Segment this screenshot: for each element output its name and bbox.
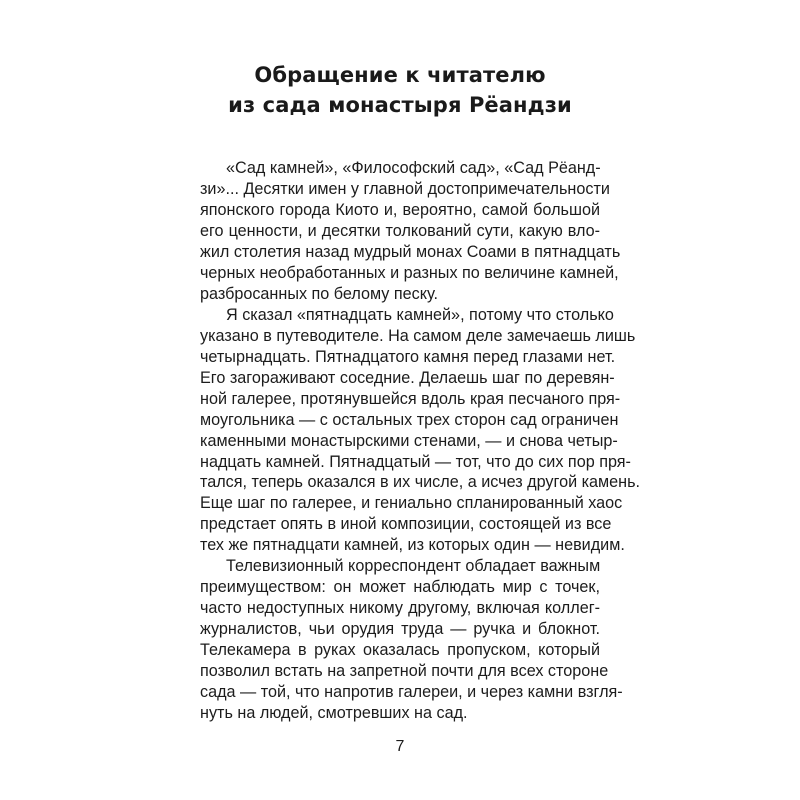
text-line: черных необработанных и разных по величине камней, [200, 263, 619, 282]
text-line: четырнадцать. Пятнадцатого камня перед глазами нет. [200, 347, 616, 366]
text-line: японского города Киото и, вероятно, самой большой [200, 200, 600, 219]
text-line: Его загораживают соседние. Делаешь шаг по деревян- [200, 368, 615, 387]
text-line: моугольника — с остальных трех сторон сад ограничен [200, 410, 619, 429]
text-line: его ценности, и десятки толкований сути, какую вло- [200, 221, 600, 240]
text-line: ной галерее, протянувшейся вдоль края песчаного пря- [200, 389, 621, 408]
text-line: тался, теперь оказался в их числе, а исчез другой камень. [200, 473, 641, 492]
text-line: разбросанных по белому песку. [200, 284, 438, 303]
text-line: зи»... Десятки имен у главной достопримечательности [200, 180, 610, 198]
text-line: Телекамера в руках оказалась пропуском, который [200, 641, 600, 660]
text-line: позволил встать на запретной почти для всех стороне [200, 662, 609, 681]
page-number: 7 [395, 738, 405, 755]
text-line: тех же пятнадцати камней, из которых один — невидим. [200, 536, 625, 555]
chapter-title-line-1: Обращение к читателю [254, 63, 546, 87]
text-line: Еще шаг по галерее, и гениально спланированный хаос [200, 494, 623, 513]
text-line: жил столетия назад мудрый монах Соами в пятнадцать [200, 242, 621, 261]
text-line: Телевизионный корреспондент обладает важным [226, 557, 601, 576]
text-line: часто недоступных никому другому, включая коллег- [200, 599, 600, 618]
text-line: надцать камней. Пятнадцатый — тот, что до сих пор пря- [200, 452, 631, 471]
text-line: предстает опять в иной композиции, состоящей из все [200, 515, 612, 534]
text-line: преимуществом: он может наблюдать мир с точек, [200, 578, 600, 597]
text-line: журналистов, чьи орудия труда — ручка и блокнот. [200, 620, 600, 639]
text-line: сада — той, что напротив галереи, и через камни взгля- [200, 683, 623, 701]
chapter-title-line-2: из сада монастыря Рёандзи [228, 93, 572, 117]
text-line: Я сказал «пятнадцать камней», потому что столько [226, 305, 614, 324]
text-line: каменными монастырскими стенами, — и снова четыр- [200, 431, 618, 450]
text-line: нуть на людей, смотревших на сад. [200, 704, 468, 722]
text-line: «Сад камней», «Философский сад», «Сад Рёанд- [226, 159, 601, 177]
text-line: указано в путеводителе. На самом деле замечаешь лишь [200, 326, 636, 345]
